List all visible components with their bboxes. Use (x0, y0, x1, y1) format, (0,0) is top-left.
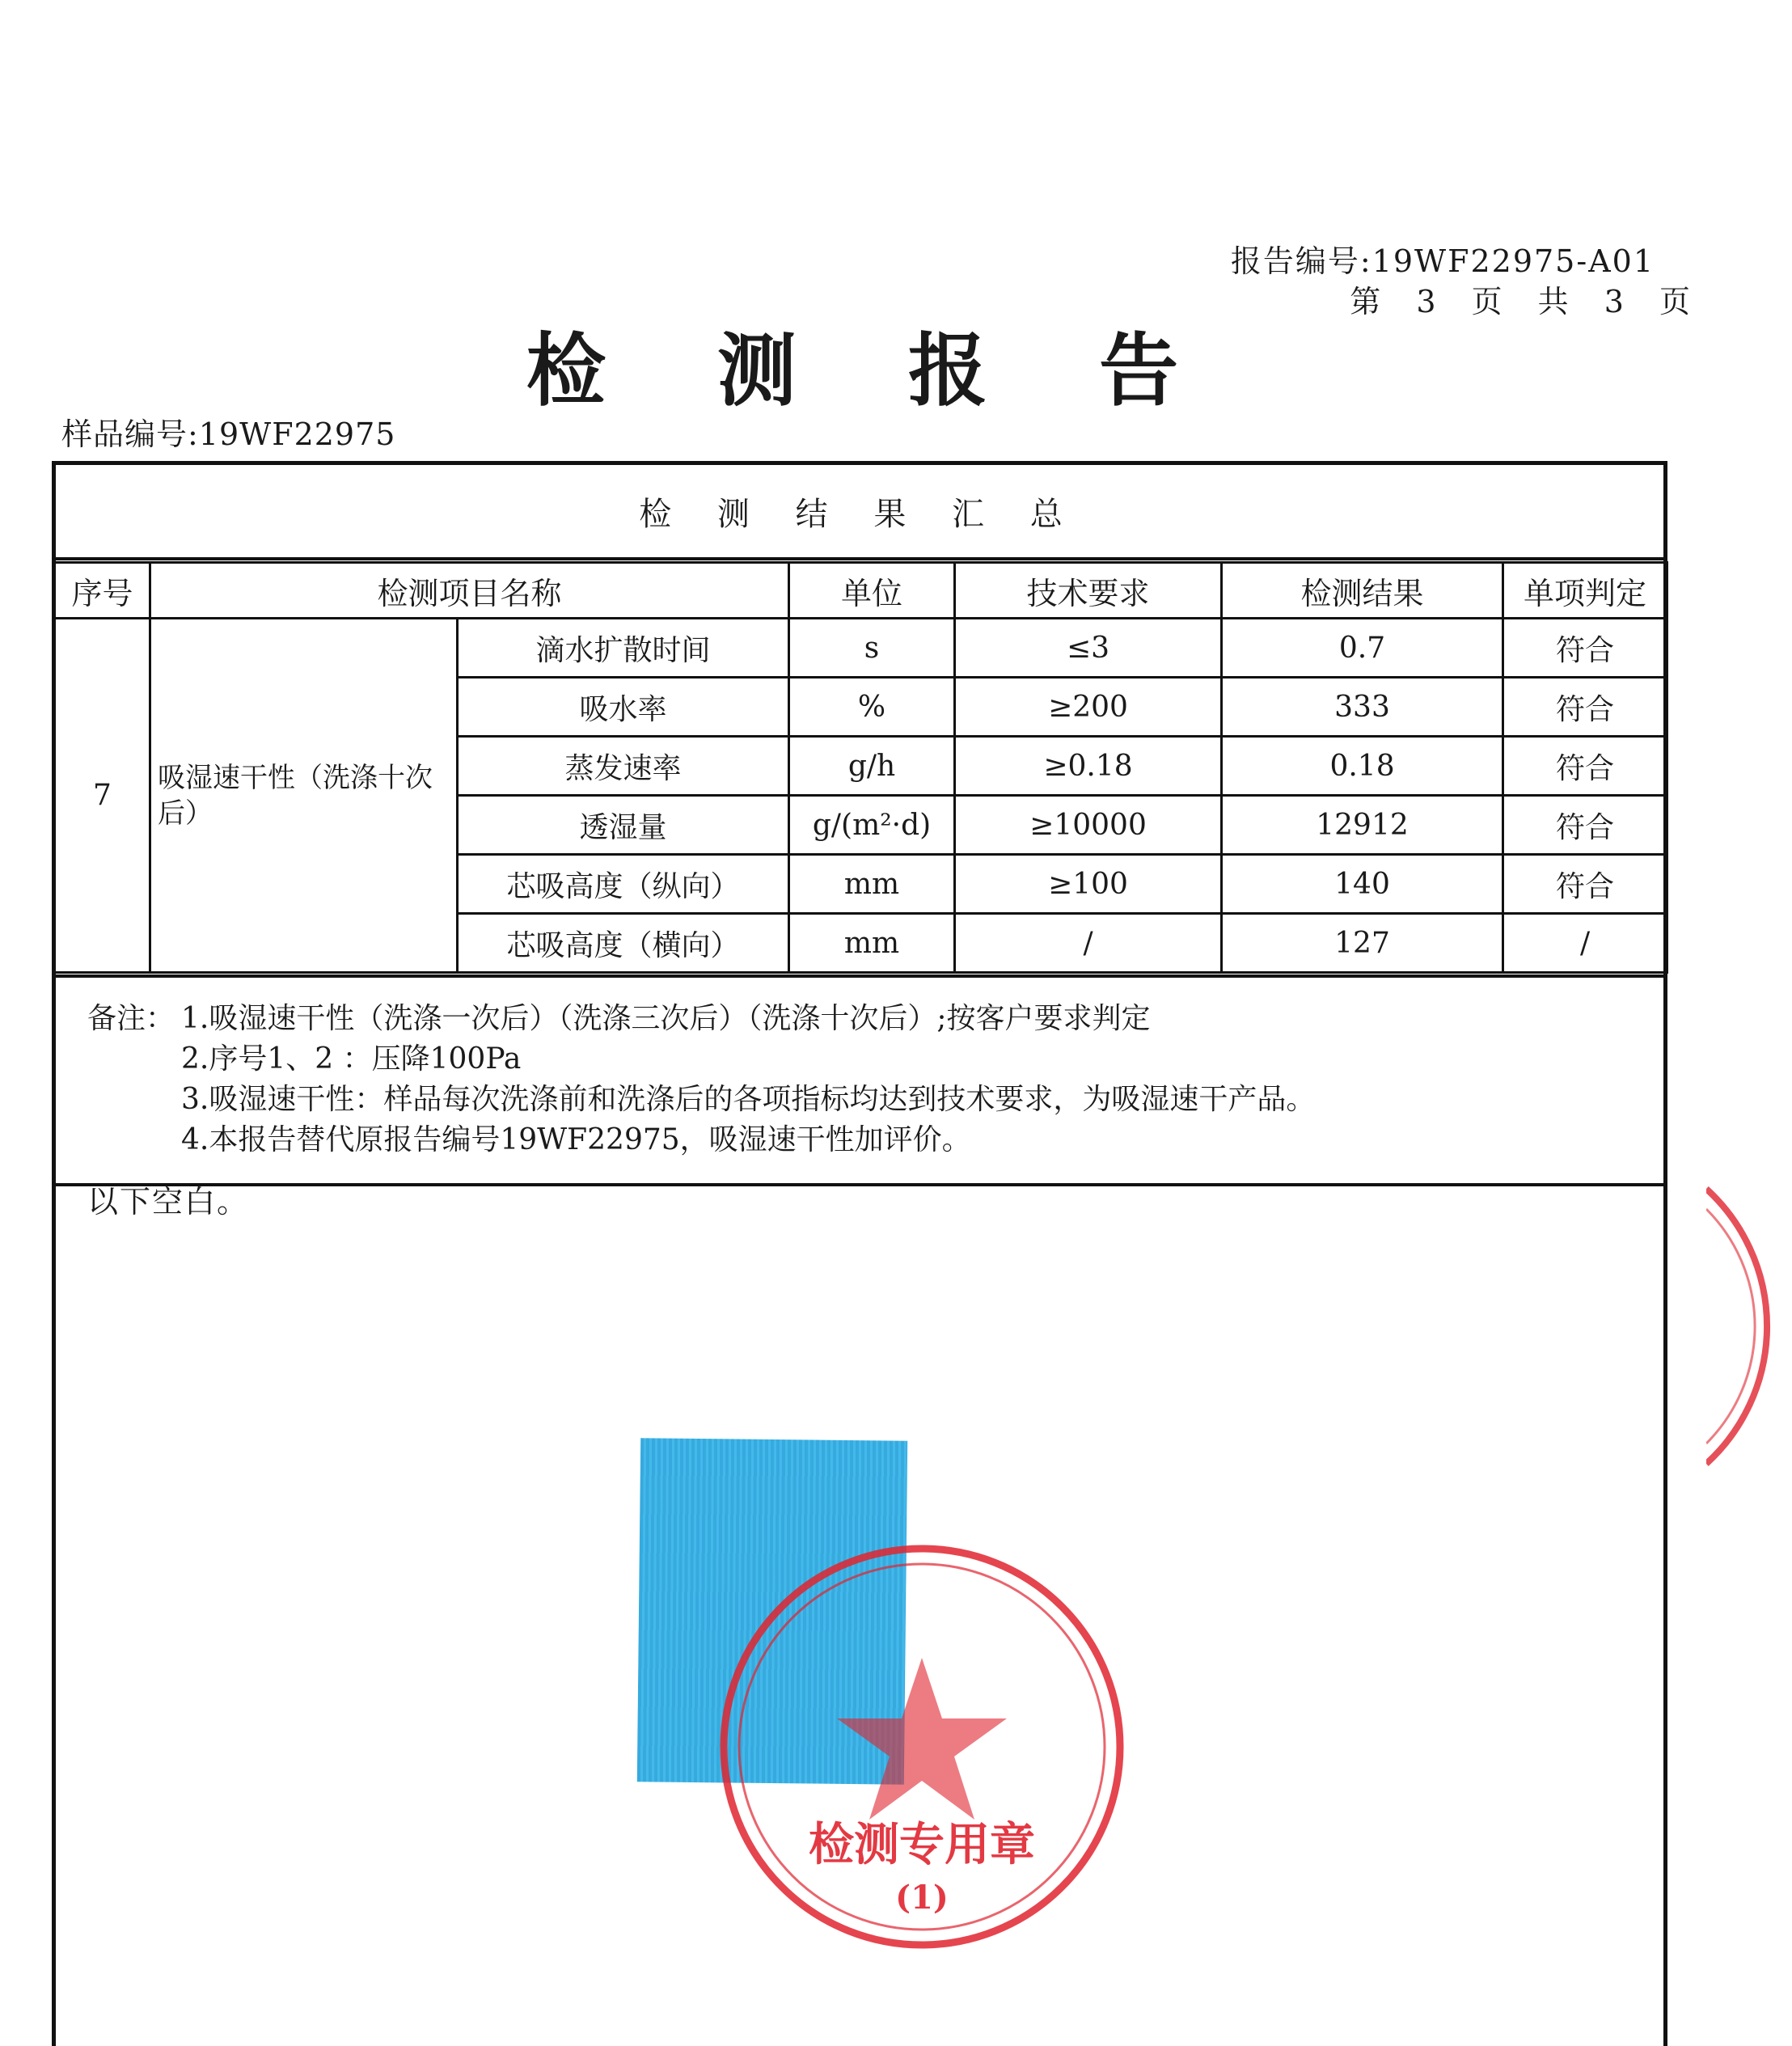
inspection-seal-stamp (712, 1537, 1132, 1957)
judgement-cell: 符合 (1503, 619, 1667, 678)
sub-item-cell: 滴水扩散时间 (458, 619, 789, 678)
unit-cell: g/h (789, 737, 955, 796)
header-item: 检测项目名称 (150, 563, 789, 619)
item-name-cell: 吸湿速干性（洗涤十次后） (150, 619, 458, 973)
table-header-row (55, 563, 1667, 619)
requirement-cell: ≥0.18 (955, 737, 1222, 796)
seq-cell: 7 (55, 619, 150, 973)
page-info: 第 3 页 共 3 页 (1350, 284, 1703, 319)
note-line-1: 1.吸湿速干性（洗涤一次后）（洗涤三次后）（洗涤十次后）;按客户要求判定 (181, 1002, 1151, 1035)
page-title: 检 测 报 告 (526, 325, 1221, 417)
sub-item-cell: 芯吸高度（横向） (458, 914, 789, 973)
requirement-cell: ≥200 (955, 678, 1222, 737)
judgement-cell: 符合 (1503, 678, 1667, 737)
blank-notice: 以下空白。 (87, 1184, 250, 1220)
requirement-cell: / (955, 914, 1222, 973)
result-cell: 127 (1222, 914, 1503, 973)
result-cell: 140 (1222, 855, 1503, 914)
header-judgement: 单项判定 (1503, 563, 1667, 619)
header-seq: 序号 (55, 563, 150, 619)
seal-text: 检测专用章 (809, 1818, 1035, 1871)
header-unit: 单位 (789, 563, 955, 619)
unit-cell: mm (789, 855, 955, 914)
sub-item-cell: 蒸发速率 (458, 737, 789, 796)
result-cell: 12912 (1222, 796, 1503, 855)
table-row (55, 619, 1667, 678)
unit-cell: mm (789, 914, 955, 973)
note-line-2: 2.序号1、2 ：压降100Pa (181, 1042, 522, 1076)
note-line-3: 3.吸湿速干性：样品每次洗涤前和洗涤后的各项指标均达到技术要求，为吸湿速干产品。 (181, 1083, 1316, 1116)
partial-seal-stamp (1706, 1181, 1792, 1472)
header-result: 检测结果 (1222, 563, 1503, 619)
summary-title: 检 测 结 果 汇 总 (52, 465, 1667, 560)
report-number: 报告编号:19WF22975-A01 (1230, 243, 1655, 279)
result-cell: 0.18 (1222, 737, 1503, 796)
judgement-cell: 符合 (1503, 796, 1667, 855)
sample-number: 样品编号:19WF22975 (61, 416, 396, 452)
unit-cell: g/(m²·d) (789, 796, 955, 855)
result-cell: 0.7 (1222, 619, 1503, 678)
notes-label: 备注： (87, 1002, 175, 1035)
judgement-cell: 符合 (1503, 855, 1667, 914)
unit-cell: s (789, 619, 955, 678)
unit-cell: % (789, 678, 955, 737)
requirement-cell: ≥10000 (955, 796, 1222, 855)
sub-item-cell: 吸水率 (458, 678, 789, 737)
sub-item-cell: 透湿量 (458, 796, 789, 855)
notes-section (52, 974, 1667, 1186)
judgement-cell: 符合 (1503, 737, 1667, 796)
requirement-cell: ≥100 (955, 855, 1222, 914)
requirement-cell: ≤3 (955, 619, 1222, 678)
results-table (53, 561, 1668, 974)
seal-number: (1) (895, 1879, 949, 1917)
result-cell: 333 (1222, 678, 1503, 737)
judgement-cell: / (1503, 914, 1667, 973)
sub-item-cell: 芯吸高度（纵向） (458, 855, 789, 914)
header-requirement: 技术要求 (955, 563, 1222, 619)
note-line-4: 4.本报告替代原报告编号19WF22975，吸湿速干性加评价。 (181, 1123, 971, 1156)
